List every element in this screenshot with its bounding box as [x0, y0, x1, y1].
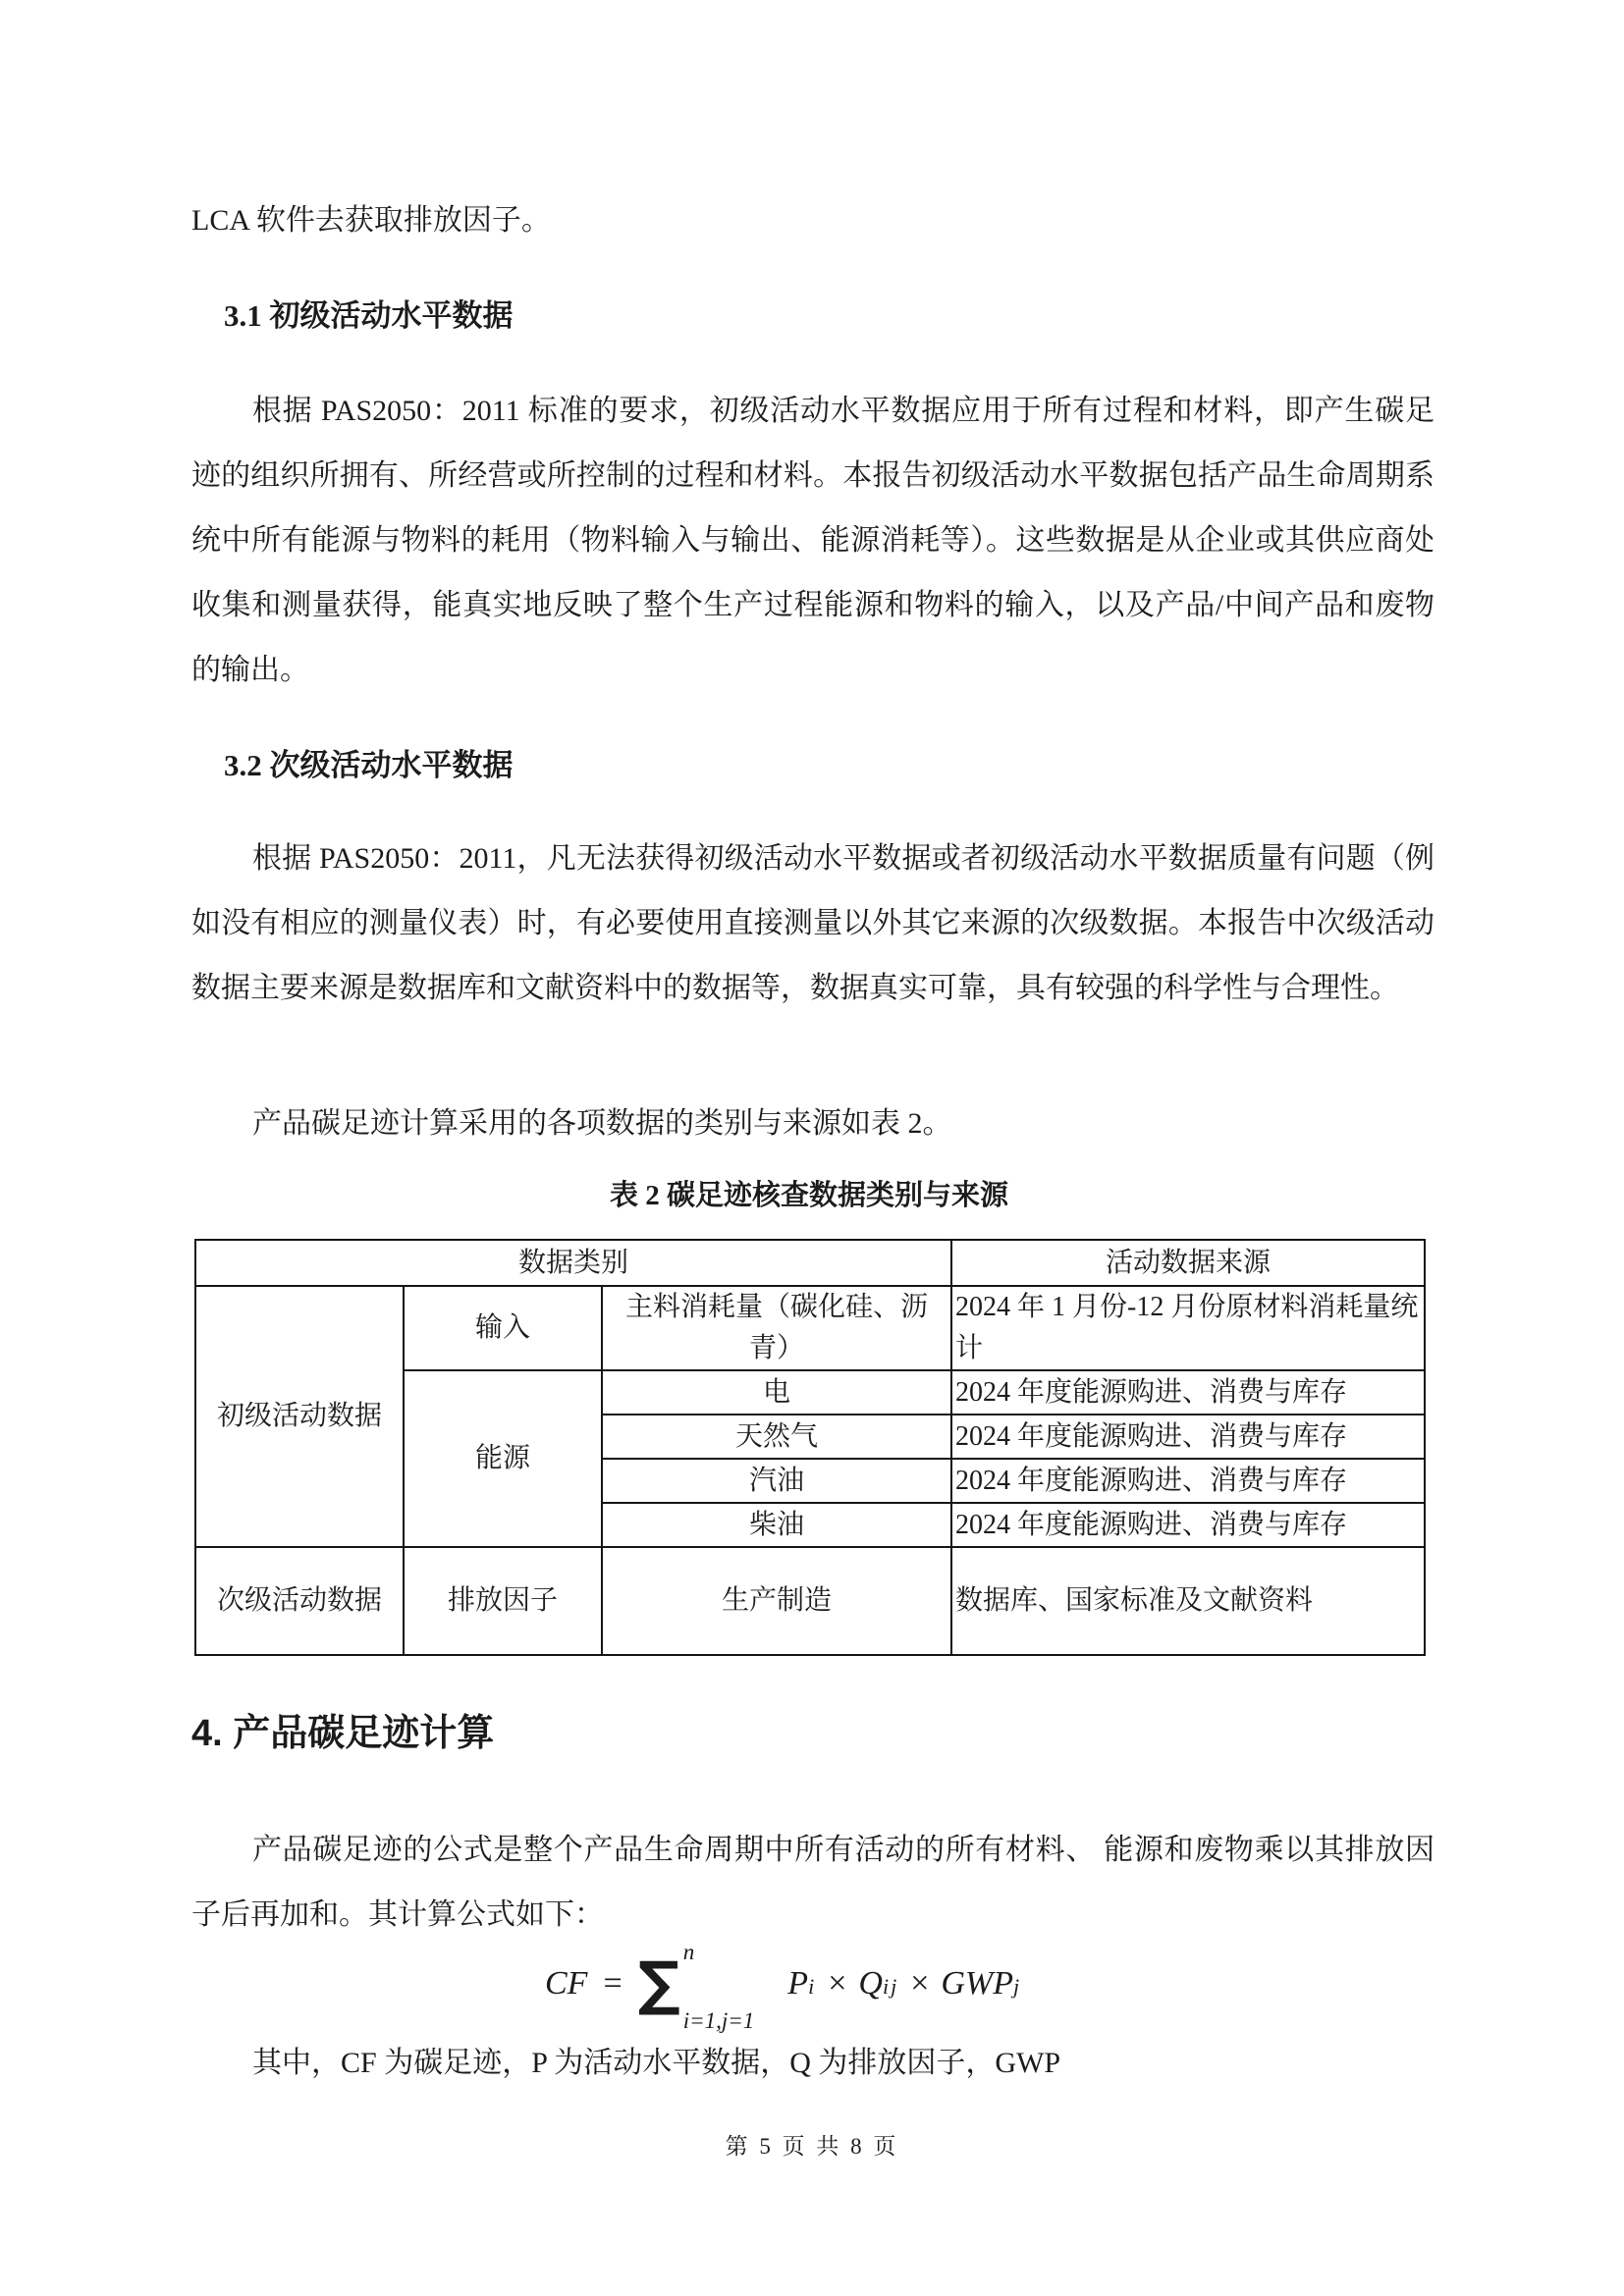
- table-header-row: [195, 1240, 1425, 1286]
- cell-gasoline-source: 2024 年度能源购进、消费与库存: [951, 1459, 1425, 1503]
- var-p-sub: i: [808, 1974, 817, 1999]
- formula-equals: =: [603, 1965, 623, 2002]
- sigma-lower-limit: i=1,j=1: [682, 2008, 755, 2033]
- var-gwp-sub: j: [1013, 1974, 1022, 1999]
- heading-4: 4. 产品碳足迹计算: [191, 1713, 495, 1754]
- cell-diesel: 柴油: [602, 1503, 951, 1547]
- cell-natural-gas-source: 2024 年度能源购进、消费与库存: [951, 1415, 1425, 1459]
- var-gwp: GWP: [941, 1965, 1014, 2002]
- table-row-input: [195, 1286, 1425, 1370]
- heading-3-2: 3.2 次级活动水平数据: [224, 748, 514, 782]
- cell-main-material: 主料消耗量（碳化硅、沥青）: [602, 1286, 951, 1370]
- cell-main-material-source: 2024 年 1 月份-12 月份原材料消耗量统计: [951, 1286, 1425, 1370]
- times-operator: ×: [828, 1965, 847, 2002]
- var-q: Q: [858, 1965, 883, 2002]
- formula-lhs: CF: [545, 1965, 588, 2002]
- cell-electricity: 电: [602, 1370, 951, 1415]
- cell-gasoline: 汽油: [602, 1459, 951, 1503]
- sigma-symbol: ∑: [637, 1949, 680, 2018]
- formula-term: [787, 1965, 1021, 2002]
- table-row-emission-factor: [195, 1547, 1425, 1655]
- var-q-sub: ij: [882, 1974, 899, 1999]
- cell-manufacturing: 生产制造: [602, 1547, 951, 1655]
- sigma-upper-limit: n: [682, 1940, 695, 1964]
- table-header-source: 活动数据来源: [951, 1240, 1425, 1286]
- cell-electricity-source: 2024 年度能源购进、消费与库存: [951, 1370, 1425, 1415]
- data-category-source-table: [194, 1239, 1426, 1656]
- cell-input: 输入: [404, 1286, 602, 1370]
- paragraph-formula-explanation: 其中，CF 为碳足迹，P 为活动水平数据，Q 为排放因子，GWP: [252, 2047, 1061, 2079]
- paragraph-cf-formula-intro: 产品碳足迹的公式是整个产品生命周期中所有活动的所有材料、 能源和废物乘以其排放因子后再加和。其计算公式如下：: [191, 1834, 1435, 1931]
- var-p: P: [787, 1965, 809, 2002]
- cell-primary-activity-data: 初级活动数据: [195, 1286, 404, 1547]
- page-number-footer: 第 5 页 共 8 页: [725, 2134, 899, 2159]
- sigma-limits: [682, 1940, 755, 2033]
- cell-secondary-activity-data: 次级活动数据: [195, 1547, 404, 1655]
- cell-energy: 能源: [404, 1370, 602, 1547]
- table-header-category: 数据类别: [195, 1240, 951, 1286]
- cell-secondary-source: 数据库、国家标准及文献资料: [951, 1547, 1425, 1655]
- cell-emission-factor: 排放因子: [404, 1547, 602, 1655]
- paragraph-primary-data: 根据 PAS2050：2011 标准的要求，初级活动水平数据应用于所有过程和材料，即产生碳足迹的组织所拥有、所经营或所控制的过程和材料。本报告初级活动水平数据包括产品生命周期系统中所有能源与物料的耗用（物料输入与输出、能源消耗等）。这些数据是从企业或其供应商处收集和测量获得，能真实地反映了整个生产过程能源和物料的输入，以及产品/中间产品和废物的输出。: [191, 395, 1435, 686]
- cell-diesel-source: 2024 年度能源购进、消费与库存: [951, 1503, 1425, 1547]
- cf-summation-formula: [545, 1940, 1022, 2033]
- table-caption: 表 2 碳足迹核查数据类别与来源: [609, 1180, 1008, 1211]
- paragraph-table-leadin: 产品碳足迹计算采用的各项数据的类别与来源如表 2。: [252, 1107, 952, 1140]
- paragraph-continuation: LCA 软件去获取排放因子。: [191, 204, 551, 237]
- cell-natural-gas: 天然气: [602, 1415, 951, 1459]
- heading-3-1: 3.1 初级活动水平数据: [224, 298, 514, 333]
- paragraph-secondary-data: 根据 PAS2050：2011，凡无法获得初级活动水平数据或者初级活动水平数据质量有问题（例如没有相应的测量仪表）时，有必要使用直接测量以外其它来源的次级数据。本报告中次级活动数据主要来源是数据库和文献资料中的数据等，数据真实可靠，具有较强的科学性与合理性。: [191, 842, 1435, 1004]
- times-operator-2: ×: [910, 1965, 930, 2002]
